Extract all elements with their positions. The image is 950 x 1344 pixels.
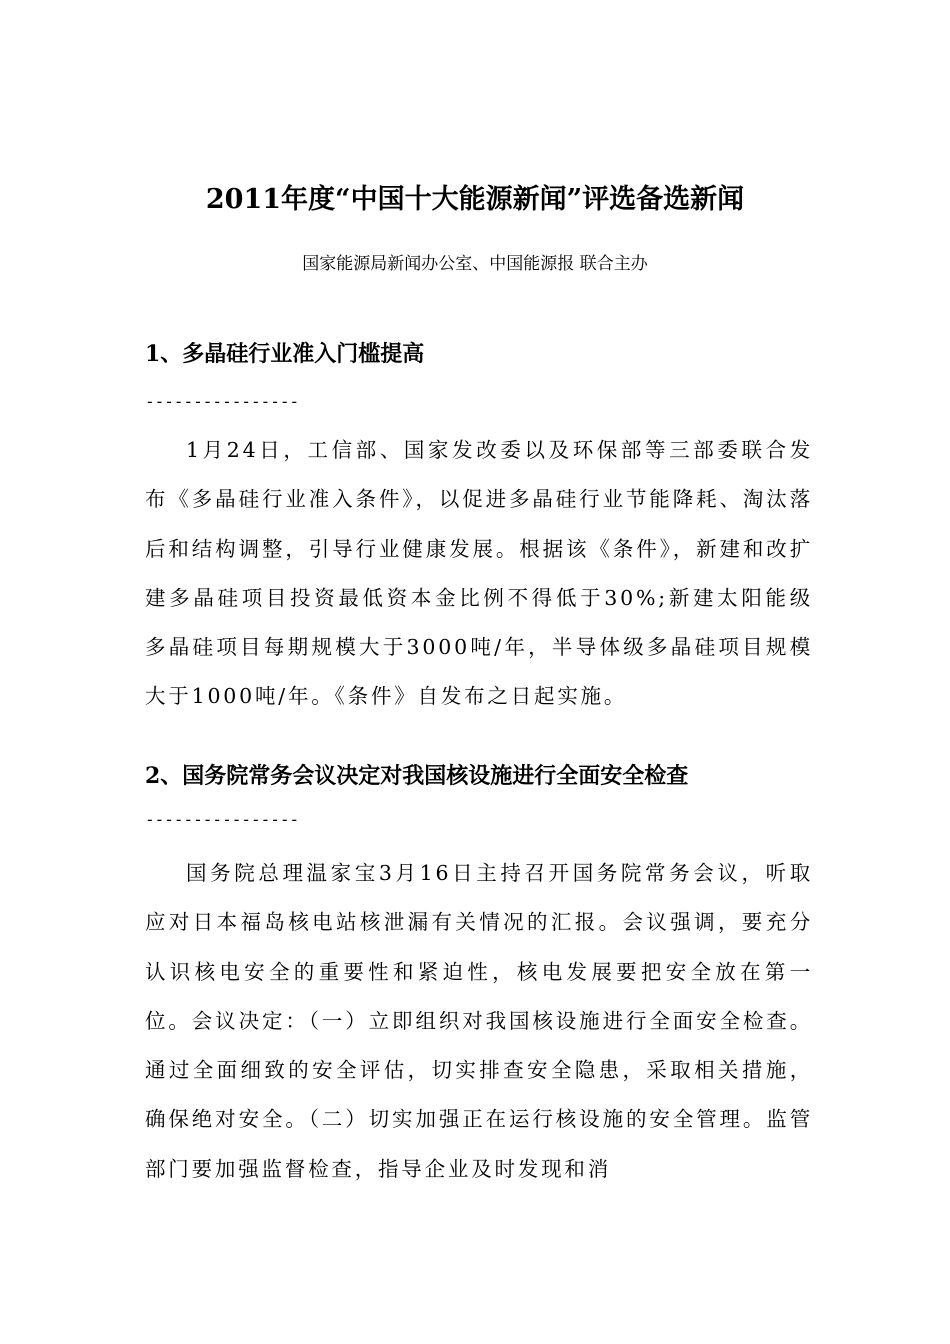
section-2-heading: 2、国务院常务会议决定对我国核设施进行全面安全检查	[145, 763, 689, 789]
section-2-body: 国务院总理温家宝3月16日主持召开国务院常务会议，听取应对日本福岛核电站核泄漏有关情况的汇报。会议强调，要充分认识核电安全的重要性和紧迫性，核电发展要把安全放在第一位。会议决定：（一）立即组织对我国核设施进行全面安全检查。通过全面细致的安全评估，切实排查安全隐患，采取相关措施，确保绝对安全。（二）切实加强正在运行核设施的安全管理。监管部门要加强监督检查，指导企业及时发现和消	[145, 861, 813, 1181]
section-1-heading: 1、多晶硅行业准入门槛提高	[145, 341, 425, 367]
document-title: 2011年度“中国十大能源新闻”评选备选新闻	[205, 184, 745, 215]
document-subtitle: 国家能源局新闻办公室、中国能源报 联合主办	[302, 254, 648, 274]
section-2-divider: ----------------	[145, 810, 300, 829]
section-1-body: 1月24日，工信部、国家发改委以及环保部等三部委联合发布《多晶硅行业准入条件》，以促进多晶硅行业节能降耗、淘汰落后和结构调整，引导行业健康发展。根据该《条件》，新建和改扩建多晶硅项目投资最低资本金比例不得低于30%;新建太阳能级多晶硅项目每期规模大于3000吨/年，半导体级多晶硅项目规模大于1000吨/年。《条件》自发布之日起实施。	[145, 438, 813, 709]
section-1-divider: ----------------	[145, 392, 300, 411]
